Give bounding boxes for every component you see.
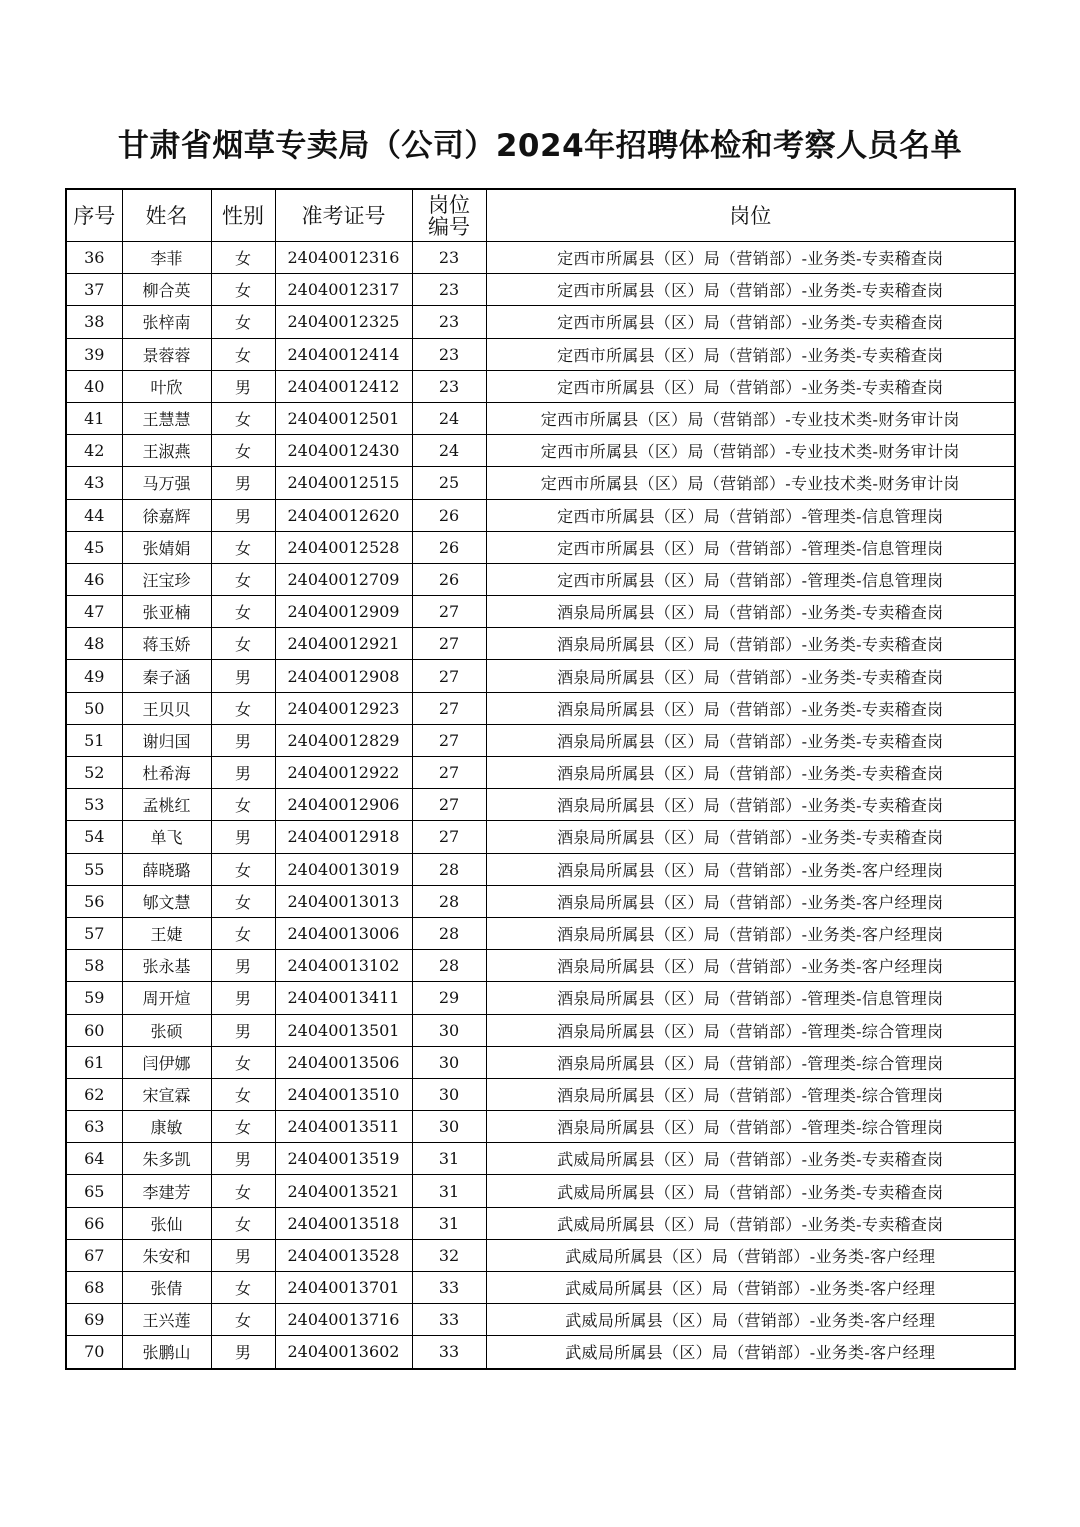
cell-post: 定西市所属县（区）局（营销部）-专业技术类-财务审计岗 <box>486 402 1015 434</box>
cell-post-code: 23 <box>412 306 486 338</box>
cell-exam-id: 24040012430 <box>275 435 412 467</box>
cell-gender: 女 <box>211 1046 275 1078</box>
cell-post-code: 32 <box>412 1239 486 1271</box>
cell-post: 武威局所属县（区）局（营销部）-业务类-专卖稽查岗 <box>486 1143 1015 1175</box>
cell-post: 定西市所属县（区）局（营销部）-管理类-信息管理岗 <box>486 531 1015 563</box>
header-post-code-line1: 岗位 <box>428 192 470 217</box>
cell-gender: 女 <box>211 306 275 338</box>
cell-seq: 47 <box>66 596 122 628</box>
table-row <box>66 1207 1015 1239</box>
cell-post: 酒泉局所属县（区）局（营销部）-管理类-综合管理岗 <box>486 1046 1015 1078</box>
cell-seq: 51 <box>66 724 122 756</box>
cell-post: 武威局所属县（区）局（营销部）-业务类-专卖稽查岗 <box>486 1207 1015 1239</box>
cell-gender: 女 <box>211 789 275 821</box>
cell-name: 王婕 <box>122 917 211 949</box>
table-row <box>66 499 1015 531</box>
cell-seq: 56 <box>66 885 122 917</box>
cell-seq: 55 <box>66 853 122 885</box>
cell-exam-id: 24040012908 <box>275 660 412 692</box>
cell-seq: 64 <box>66 1143 122 1175</box>
cell-name: 闫伊娜 <box>122 1046 211 1078</box>
cell-exam-id: 24040012515 <box>275 467 412 499</box>
header-post-code <box>412 189 486 242</box>
cell-name: 薛晓璐 <box>122 853 211 885</box>
cell-post-code: 30 <box>412 1014 486 1046</box>
table-row <box>66 692 1015 724</box>
page-title: 甘肃省烟草专卖局（公司）2024年招聘体检和考察人员名单 <box>117 128 963 164</box>
table-row <box>66 628 1015 660</box>
cell-post-code: 27 <box>412 789 486 821</box>
cell-post: 酒泉局所属县（区）局（营销部）-业务类-客户经理岗 <box>486 885 1015 917</box>
cell-seq: 40 <box>66 370 122 402</box>
cell-post-code: 29 <box>412 982 486 1014</box>
header-post: 岗位 <box>486 189 1015 242</box>
cell-gender: 女 <box>211 1272 275 1304</box>
cell-exam-id: 24040013510 <box>275 1078 412 1110</box>
header-row <box>66 189 1015 242</box>
cell-name: 康敏 <box>122 1111 211 1143</box>
cell-gender: 女 <box>211 1207 275 1239</box>
cell-seq: 48 <box>66 628 122 660</box>
cell-gender: 男 <box>211 467 275 499</box>
table-row <box>66 1304 1015 1336</box>
cell-exam-id: 24040012918 <box>275 821 412 853</box>
table-row <box>66 306 1015 338</box>
cell-post: 酒泉局所属县（区）局（营销部）-业务类-专卖稽查岗 <box>486 724 1015 756</box>
cell-post: 酒泉局所属县（区）局（营销部）-业务类-客户经理岗 <box>486 950 1015 982</box>
cell-name: 汪宝珍 <box>122 563 211 595</box>
cell-seq: 68 <box>66 1272 122 1304</box>
cell-exam-id: 24040013602 <box>275 1336 412 1369</box>
cell-name: 李建芳 <box>122 1175 211 1207</box>
cell-exam-id: 24040012414 <box>275 338 412 370</box>
cell-post-code: 23 <box>412 338 486 370</box>
header-seq: 序号 <box>66 189 122 242</box>
cell-post: 酒泉局所属县（区）局（营销部）-管理类-综合管理岗 <box>486 1078 1015 1110</box>
cell-name: 朱安和 <box>122 1239 211 1271</box>
cell-post-code: 28 <box>412 950 486 982</box>
table-row <box>66 1046 1015 1078</box>
cell-gender: 男 <box>211 370 275 402</box>
header-exam-id: 准考证号 <box>275 189 412 242</box>
cell-name: 周开煊 <box>122 982 211 1014</box>
table-header <box>66 189 1015 242</box>
table-row <box>66 596 1015 628</box>
cell-exam-id: 24040013006 <box>275 917 412 949</box>
table-row <box>66 1175 1015 1207</box>
cell-name: 马万强 <box>122 467 211 499</box>
cell-exam-id: 24040012620 <box>275 499 412 531</box>
cell-post: 酒泉局所属县（区）局（营销部）-业务类-专卖稽查岗 <box>486 821 1015 853</box>
cell-post-code: 33 <box>412 1336 486 1369</box>
cell-name: 张亚楠 <box>122 596 211 628</box>
cell-exam-id: 24040013501 <box>275 1014 412 1046</box>
cell-seq: 45 <box>66 531 122 563</box>
cell-name: 叶欣 <box>122 370 211 402</box>
cell-post-code: 30 <box>412 1046 486 1078</box>
cell-gender: 男 <box>211 724 275 756</box>
cell-seq: 58 <box>66 950 122 982</box>
cell-post-code: 26 <box>412 531 486 563</box>
cell-post-code: 31 <box>412 1207 486 1239</box>
table-row <box>66 1272 1015 1304</box>
cell-post: 酒泉局所属县（区）局（营销部）-业务类-客户经理岗 <box>486 917 1015 949</box>
cell-post: 酒泉局所属县（区）局（营销部）-业务类-专卖稽查岗 <box>486 757 1015 789</box>
table-row <box>66 402 1015 434</box>
cell-name: 徐嘉辉 <box>122 499 211 531</box>
cell-name: 张仙 <box>122 1207 211 1239</box>
cell-gender: 女 <box>211 435 275 467</box>
cell-post-code: 23 <box>412 242 486 274</box>
table-row <box>66 724 1015 756</box>
cell-seq: 61 <box>66 1046 122 1078</box>
cell-exam-id: 24040013716 <box>275 1304 412 1336</box>
cell-seq: 37 <box>66 274 122 306</box>
cell-post: 酒泉局所属县（区）局（营销部）-业务类-专卖稽查岗 <box>486 596 1015 628</box>
cell-post: 酒泉局所属县（区）局（营销部）-业务类-专卖稽查岗 <box>486 628 1015 660</box>
cell-post-code: 27 <box>412 821 486 853</box>
cell-name: 秦子涵 <box>122 660 211 692</box>
cell-gender: 女 <box>211 338 275 370</box>
cell-gender: 女 <box>211 885 275 917</box>
cell-gender: 女 <box>211 853 275 885</box>
cell-post-code: 26 <box>412 563 486 595</box>
cell-gender: 女 <box>211 628 275 660</box>
cell-gender: 女 <box>211 242 275 274</box>
cell-exam-id: 24040012317 <box>275 274 412 306</box>
table-row <box>66 982 1015 1014</box>
table-row <box>66 1143 1015 1175</box>
cell-gender: 男 <box>211 1143 275 1175</box>
cell-post: 定西市所属县（区）局（营销部）-管理类-信息管理岗 <box>486 499 1015 531</box>
cell-seq: 63 <box>66 1111 122 1143</box>
cell-name: 谢归国 <box>122 724 211 756</box>
cell-seq: 46 <box>66 563 122 595</box>
cell-post-code: 27 <box>412 692 486 724</box>
cell-exam-id: 24040012829 <box>275 724 412 756</box>
cell-exam-id: 24040013506 <box>275 1046 412 1078</box>
cell-seq: 38 <box>66 306 122 338</box>
cell-name: 景蓉蓉 <box>122 338 211 370</box>
cell-name: 张倩 <box>122 1272 211 1304</box>
cell-exam-id: 24040013019 <box>275 853 412 885</box>
cell-name: 李菲 <box>122 242 211 274</box>
cell-exam-id: 24040012909 <box>275 596 412 628</box>
cell-exam-id: 24040012316 <box>275 242 412 274</box>
cell-post: 酒泉局所属县（区）局（营销部）-业务类-专卖稽查岗 <box>486 660 1015 692</box>
cell-name: 王淑燕 <box>122 435 211 467</box>
cell-gender: 女 <box>211 1078 275 1110</box>
cell-exam-id: 24040013102 <box>275 950 412 982</box>
cell-exam-id: 24040012412 <box>275 370 412 402</box>
cell-gender: 女 <box>211 692 275 724</box>
cell-name: 柳合英 <box>122 274 211 306</box>
cell-post: 定西市所属县（区）局（营销部）-业务类-专卖稽查岗 <box>486 306 1015 338</box>
cell-name: 张鹏山 <box>122 1336 211 1369</box>
header-post-code-line2: 编号 <box>428 214 470 239</box>
cell-gender: 女 <box>211 1304 275 1336</box>
cell-seq: 49 <box>66 660 122 692</box>
cell-gender: 女 <box>211 274 275 306</box>
cell-post-code: 26 <box>412 499 486 531</box>
table-row <box>66 531 1015 563</box>
cell-post-code: 28 <box>412 853 486 885</box>
cell-gender: 男 <box>211 1239 275 1271</box>
cell-name: 朱多凯 <box>122 1143 211 1175</box>
cell-seq: 57 <box>66 917 122 949</box>
cell-gender: 男 <box>211 982 275 1014</box>
cell-gender: 女 <box>211 596 275 628</box>
cell-post: 定西市所属县（区）局（营销部）-业务类-专卖稽查岗 <box>486 242 1015 274</box>
cell-exam-id: 24040013013 <box>275 885 412 917</box>
cell-gender: 男 <box>211 821 275 853</box>
cell-post-code: 27 <box>412 724 486 756</box>
cell-post: 酒泉局所属县（区）局（营销部）-业务类-专卖稽查岗 <box>486 692 1015 724</box>
cell-seq: 54 <box>66 821 122 853</box>
table-row <box>66 242 1015 274</box>
table-row <box>66 1078 1015 1110</box>
cell-gender: 男 <box>211 757 275 789</box>
cell-seq: 66 <box>66 1207 122 1239</box>
cell-exam-id: 24040012325 <box>275 306 412 338</box>
cell-post: 酒泉局所属县（区）局（营销部）-管理类-综合管理岗 <box>486 1111 1015 1143</box>
cell-gender: 女 <box>211 1111 275 1143</box>
cell-name: 王贝贝 <box>122 692 211 724</box>
table-row <box>66 950 1015 982</box>
cell-seq: 43 <box>66 467 122 499</box>
table-row <box>66 757 1015 789</box>
cell-name: 张硕 <box>122 1014 211 1046</box>
header-name: 姓名 <box>122 189 211 242</box>
cell-gender: 女 <box>211 917 275 949</box>
cell-gender: 男 <box>211 660 275 692</box>
cell-post: 定西市所属县（区）局（营销部）-业务类-专卖稽查岗 <box>486 370 1015 402</box>
cell-exam-id: 24040013411 <box>275 982 412 1014</box>
table-row <box>66 563 1015 595</box>
table-row <box>66 789 1015 821</box>
cell-exam-id: 24040012906 <box>275 789 412 821</box>
cell-gender: 女 <box>211 1175 275 1207</box>
cell-post: 定西市所属县（区）局（营销部）-专业技术类-财务审计岗 <box>486 435 1015 467</box>
cell-post-code: 27 <box>412 596 486 628</box>
cell-name: 张婧娟 <box>122 531 211 563</box>
table-row <box>66 853 1015 885</box>
roster-table <box>65 188 1016 1370</box>
cell-post-code: 27 <box>412 660 486 692</box>
cell-post-code: 31 <box>412 1143 486 1175</box>
cell-post: 定西市所属县（区）局（营销部）-管理类-信息管理岗 <box>486 563 1015 595</box>
cell-post: 酒泉局所属县（区）局（营销部）-管理类-信息管理岗 <box>486 982 1015 1014</box>
cell-gender: 男 <box>211 1014 275 1046</box>
cell-post-code: 31 <box>412 1175 486 1207</box>
table-row <box>66 660 1015 692</box>
cell-seq: 70 <box>66 1336 122 1369</box>
cell-seq: 65 <box>66 1175 122 1207</box>
cell-post: 酒泉局所属县（区）局（营销部）-业务类-专卖稽查岗 <box>486 789 1015 821</box>
cell-post: 酒泉局所属县（区）局（营销部）-业务类-客户经理岗 <box>486 853 1015 885</box>
cell-seq: 52 <box>66 757 122 789</box>
table-row <box>66 885 1015 917</box>
cell-post-code: 27 <box>412 757 486 789</box>
cell-post: 武威局所属县（区）局（营销部）-业务类-客户经理 <box>486 1239 1015 1271</box>
cell-seq: 53 <box>66 789 122 821</box>
cell-exam-id: 24040013701 <box>275 1272 412 1304</box>
cell-seq: 42 <box>66 435 122 467</box>
cell-exam-id: 24040012528 <box>275 531 412 563</box>
cell-gender: 男 <box>211 499 275 531</box>
cell-exam-id: 24040013528 <box>275 1239 412 1271</box>
cell-post: 定西市所属县（区）局（营销部）-业务类-专卖稽查岗 <box>486 338 1015 370</box>
table-row <box>66 338 1015 370</box>
table-row <box>66 1336 1015 1369</box>
cell-exam-id: 24040012501 <box>275 402 412 434</box>
cell-post-code: 28 <box>412 885 486 917</box>
table-row <box>66 274 1015 306</box>
cell-post: 定西市所属县（区）局（营销部）-专业技术类-财务审计岗 <box>486 467 1015 499</box>
cell-gender: 男 <box>211 1336 275 1369</box>
cell-seq: 39 <box>66 338 122 370</box>
table-body <box>66 242 1015 1369</box>
cell-exam-id: 24040013511 <box>275 1111 412 1143</box>
cell-gender: 女 <box>211 563 275 595</box>
cell-post-code: 30 <box>412 1111 486 1143</box>
cell-seq: 62 <box>66 1078 122 1110</box>
table-row <box>66 435 1015 467</box>
cell-post-code: 23 <box>412 274 486 306</box>
cell-exam-id: 24040012709 <box>275 563 412 595</box>
cell-exam-id: 24040013521 <box>275 1175 412 1207</box>
cell-post-code: 23 <box>412 370 486 402</box>
cell-post-code: 25 <box>412 467 486 499</box>
cell-post-code: 27 <box>412 628 486 660</box>
cell-post-code: 30 <box>412 1078 486 1110</box>
cell-post-code: 33 <box>412 1304 486 1336</box>
cell-gender: 女 <box>211 531 275 563</box>
cell-name: 宋宣霖 <box>122 1078 211 1110</box>
cell-exam-id: 24040013518 <box>275 1207 412 1239</box>
table-row <box>66 1239 1015 1271</box>
cell-post-code: 24 <box>412 435 486 467</box>
header-gender: 性别 <box>211 189 275 242</box>
cell-post: 定西市所属县（区）局（营销部）-业务类-专卖稽查岗 <box>486 274 1015 306</box>
cell-post: 武威局所属县（区）局（营销部）-业务类-专卖稽查岗 <box>486 1175 1015 1207</box>
cell-post: 武威局所属县（区）局（营销部）-业务类-客户经理 <box>486 1336 1015 1369</box>
table-row <box>66 370 1015 402</box>
cell-gender: 男 <box>211 950 275 982</box>
cell-seq: 59 <box>66 982 122 1014</box>
cell-seq: 50 <box>66 692 122 724</box>
cell-exam-id: 24040012923 <box>275 692 412 724</box>
cell-post-code: 24 <box>412 402 486 434</box>
cell-post: 武威局所属县（区）局（营销部）-业务类-客户经理 <box>486 1272 1015 1304</box>
cell-name: 杜希海 <box>122 757 211 789</box>
cell-name: 王兴莲 <box>122 1304 211 1336</box>
table-row <box>66 917 1015 949</box>
cell-post-code: 33 <box>412 1272 486 1304</box>
cell-seq: 60 <box>66 1014 122 1046</box>
cell-seq: 41 <box>66 402 122 434</box>
cell-exam-id: 24040013519 <box>275 1143 412 1175</box>
cell-name: 孟桃红 <box>122 789 211 821</box>
cell-post: 酒泉局所属县（区）局（营销部）-管理类-综合管理岗 <box>486 1014 1015 1046</box>
cell-name: 王慧慧 <box>122 402 211 434</box>
cell-seq: 36 <box>66 242 122 274</box>
cell-seq: 67 <box>66 1239 122 1271</box>
cell-gender: 女 <box>211 402 275 434</box>
cell-name: 张永基 <box>122 950 211 982</box>
cell-name: 蒋玉娇 <box>122 628 211 660</box>
table-row <box>66 1014 1015 1046</box>
cell-name: 郇文慧 <box>122 885 211 917</box>
cell-seq: 44 <box>66 499 122 531</box>
cell-name: 单飞 <box>122 821 211 853</box>
cell-exam-id: 24040012922 <box>275 757 412 789</box>
cell-post: 武威局所属县（区）局（营销部）-业务类-客户经理 <box>486 1304 1015 1336</box>
table-row <box>66 467 1015 499</box>
table-row <box>66 1111 1015 1143</box>
cell-post-code: 28 <box>412 917 486 949</box>
cell-name: 张梓南 <box>122 306 211 338</box>
cell-exam-id: 24040012921 <box>275 628 412 660</box>
table-row <box>66 821 1015 853</box>
cell-seq: 69 <box>66 1304 122 1336</box>
